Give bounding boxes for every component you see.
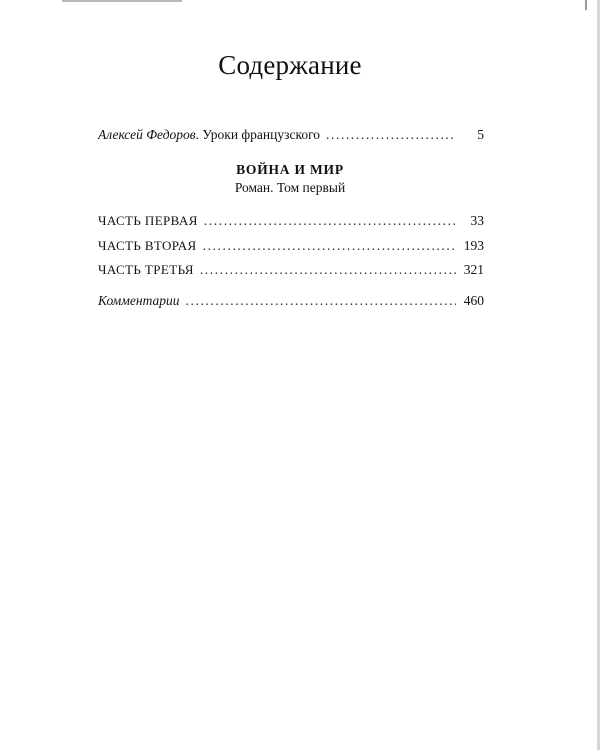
toc-page-number: 33 bbox=[470, 213, 484, 228]
toc-page-number: 460 bbox=[463, 293, 484, 308]
toc-page-number: 5 bbox=[477, 127, 484, 142]
toc-entry-label: ЧАСТЬ ТРЕТЬЯ bbox=[98, 262, 194, 277]
work-title: ВОЙНА И МИР bbox=[236, 162, 344, 177]
scan-edge-artifact bbox=[62, 0, 182, 2]
dot-leader bbox=[186, 292, 456, 310]
toc-entry-label: Комментарии bbox=[98, 293, 180, 308]
toc-entry-label: ЧАСТЬ ВТОРАЯ bbox=[98, 238, 197, 253]
toc-entry-part-2 bbox=[98, 237, 484, 255]
toc-entry-label: ЧАСТЬ ПЕРВАЯ bbox=[98, 213, 198, 228]
toc-entry-part-3 bbox=[98, 261, 484, 279]
page-title: Содержание bbox=[218, 50, 362, 80]
toc-entry-intro bbox=[98, 126, 484, 144]
toc-entry-title: . Уроки французского bbox=[195, 127, 321, 142]
toc-entry-part-1 bbox=[98, 212, 484, 230]
toc-entry-label bbox=[98, 126, 320, 144]
toc-entry-comments bbox=[98, 292, 484, 310]
dot-leader bbox=[203, 237, 456, 255]
dot-leader bbox=[200, 261, 456, 279]
work-subtitle: Роман. Том первый bbox=[234, 180, 346, 195]
dot-leader bbox=[326, 126, 456, 144]
toc-page-number: 321 bbox=[463, 262, 484, 277]
toc-page-number: 193 bbox=[463, 238, 484, 253]
toc-entry-author: Алексей Федоров bbox=[98, 127, 196, 142]
scan-edge-artifact bbox=[585, 0, 587, 10]
dot-leader bbox=[204, 212, 456, 230]
